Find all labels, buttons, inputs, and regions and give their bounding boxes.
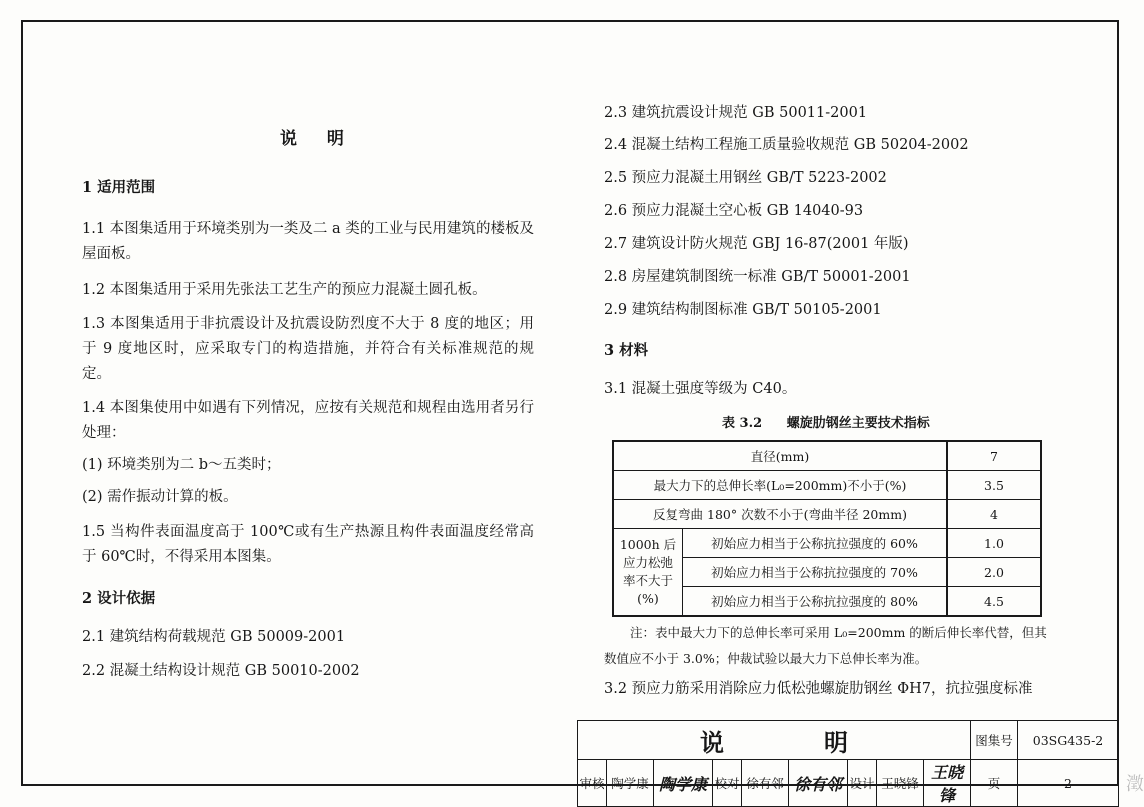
row-relax-70-value: 2.0	[947, 558, 1041, 587]
review-label: 审核	[578, 760, 607, 807]
watermark-glyph: 澂	[1126, 774, 1144, 795]
row-diameter-value: 7	[947, 441, 1041, 471]
table-row	[613, 500, 1041, 529]
table-note-line-2: 数值应不小于 3.0%；仲裁试验以最大力下总伸长率为准。	[604, 651, 928, 666]
paragraph-2-2: 2.2 混凝土结构设计规范 GB 50010-2002	[82, 663, 360, 679]
row-diameter-label: 直径(mm)	[613, 441, 947, 471]
review-name: 陶学康	[607, 760, 654, 807]
check-label: 校对	[713, 760, 742, 807]
table-row	[613, 529, 1041, 558]
paragraph-2-7: 2.7 建筑设计防火规范 GBJ 16-87(2001 年版)	[604, 236, 909, 252]
section-3-heading: 3 材料	[604, 342, 649, 359]
row-relax-80-label: 初始应力相当于公称抗拉强度的 80%	[683, 587, 948, 617]
paragraph-1-1: 1.1 本图集适用于环境类别为一类及二 a 类的工业与民用建筑的楼板及屋面板。	[82, 221, 534, 262]
atlas-no-label: 图集号	[971, 721, 1018, 760]
row-elongation-value: 3.5	[947, 471, 1041, 500]
paragraph-3-1: 3.1 混凝土强度等级为 C40。	[604, 381, 797, 397]
paragraph-2-4: 2.4 混凝土结构工程施工质量验收规范 GB 50204-2002	[604, 137, 969, 153]
paragraph-2-8: 2.8 房屋建筑制图统一标准 GB/T 50001-2001	[604, 269, 911, 285]
table-caption	[722, 412, 950, 431]
row-relax-60-label: 初始应力相当于公称抗拉强度的 60%	[683, 529, 948, 558]
paragraph-1-4: 1.4 本图集使用中如遇有下列情况，应按有关规范和规程由选用者另行处理：	[82, 400, 534, 441]
check-signature: 徐有邻	[789, 760, 848, 807]
atlas-no-value: 03SG435-2	[1018, 721, 1119, 760]
title-block-row-top	[578, 721, 1119, 760]
row-relax-70-label: 初始应力相当于公称抗拉强度的 70%	[683, 558, 948, 587]
section-1-heading: 1 适用范围	[82, 179, 156, 196]
paragraph-1-2: 1.2 本图集适用于采用先张法工艺生产的预应力混凝土圆孔板。	[82, 282, 487, 298]
row-relax-80-value: 4.5	[947, 587, 1041, 617]
review-signature: 陶学康	[654, 760, 713, 807]
check-name: 徐有邻	[742, 760, 789, 807]
table-label: 表 3.2	[722, 416, 763, 431]
table-row	[613, 441, 1041, 471]
paragraph-1-5: 1.5 当构件表面温度高于 100℃或有生产热源且构件表面温度经常高于 60℃时，不得采用本图集。	[82, 524, 534, 565]
paragraph-3-2: 3.2 预应力筋采用消除应力低松弛螺旋肋钢丝 ΦH7，抗拉强度标准	[604, 681, 1033, 697]
spec-table	[612, 440, 1042, 617]
design-signature: 王晓锋	[924, 760, 971, 807]
relaxation-group-label: 1000h 后应力松弛率不大于(%)	[613, 529, 683, 617]
paragraph-1-4-item-2: (2) 需作振动计算的板。	[82, 489, 238, 505]
paragraph-1-3: 1.3 本图集适用于非抗震设计及抗震设防烈度不大于 8 度的地区；用于 9 度地区时，应采取专门的构造措施，并符合有关标准规范的规定。	[82, 316, 534, 382]
row-bending-label: 反复弯曲 180° 次数不小于(弯曲半径 20mm)	[613, 500, 947, 529]
paragraph-2-1: 2.1 建筑结构荷载规范 GB 50009-2001	[82, 629, 346, 645]
table-row	[613, 471, 1041, 500]
paragraph-2-5: 2.5 预应力混凝土用钢丝 GB/T 5223-2002	[604, 170, 887, 186]
section-2-heading: 2 设计依据	[82, 590, 156, 607]
page-number: 2	[1018, 760, 1119, 807]
paragraph-2-9: 2.9 建筑结构制图标准 GB/T 50105-2001	[604, 302, 882, 318]
page-title: 说 明	[280, 129, 356, 149]
title-block	[577, 720, 1119, 805]
page-label: 页	[971, 760, 1018, 807]
paragraph-2-3: 2.3 建筑抗震设计规范 GB 50011-2001	[604, 105, 868, 121]
table-note-line-1: 注：表中最大力下的总伸长率可采用 L₀=200mm 的断后伸长率代替，但其	[630, 625, 1047, 640]
row-relax-60-value: 1.0	[947, 529, 1041, 558]
design-name: 王晓锋	[877, 760, 924, 807]
paragraph-2-6: 2.6 预应力混凝土空心板 GB 14040-93	[604, 203, 864, 219]
row-elongation-label: 最大力下的总伸长率(L₀=200mm)不小于(%)	[613, 471, 947, 500]
paragraph-1-4-item-1: (1) 环境类别为二 b～五类时；	[82, 457, 281, 473]
row-bending-value: 4	[947, 500, 1041, 529]
design-label: 设计	[848, 760, 877, 807]
title-block-row-bottom	[578, 760, 1119, 807]
table-title: 螺旋肋钢丝主要技术指标	[786, 416, 930, 431]
drawing-title: 说明	[578, 721, 971, 760]
